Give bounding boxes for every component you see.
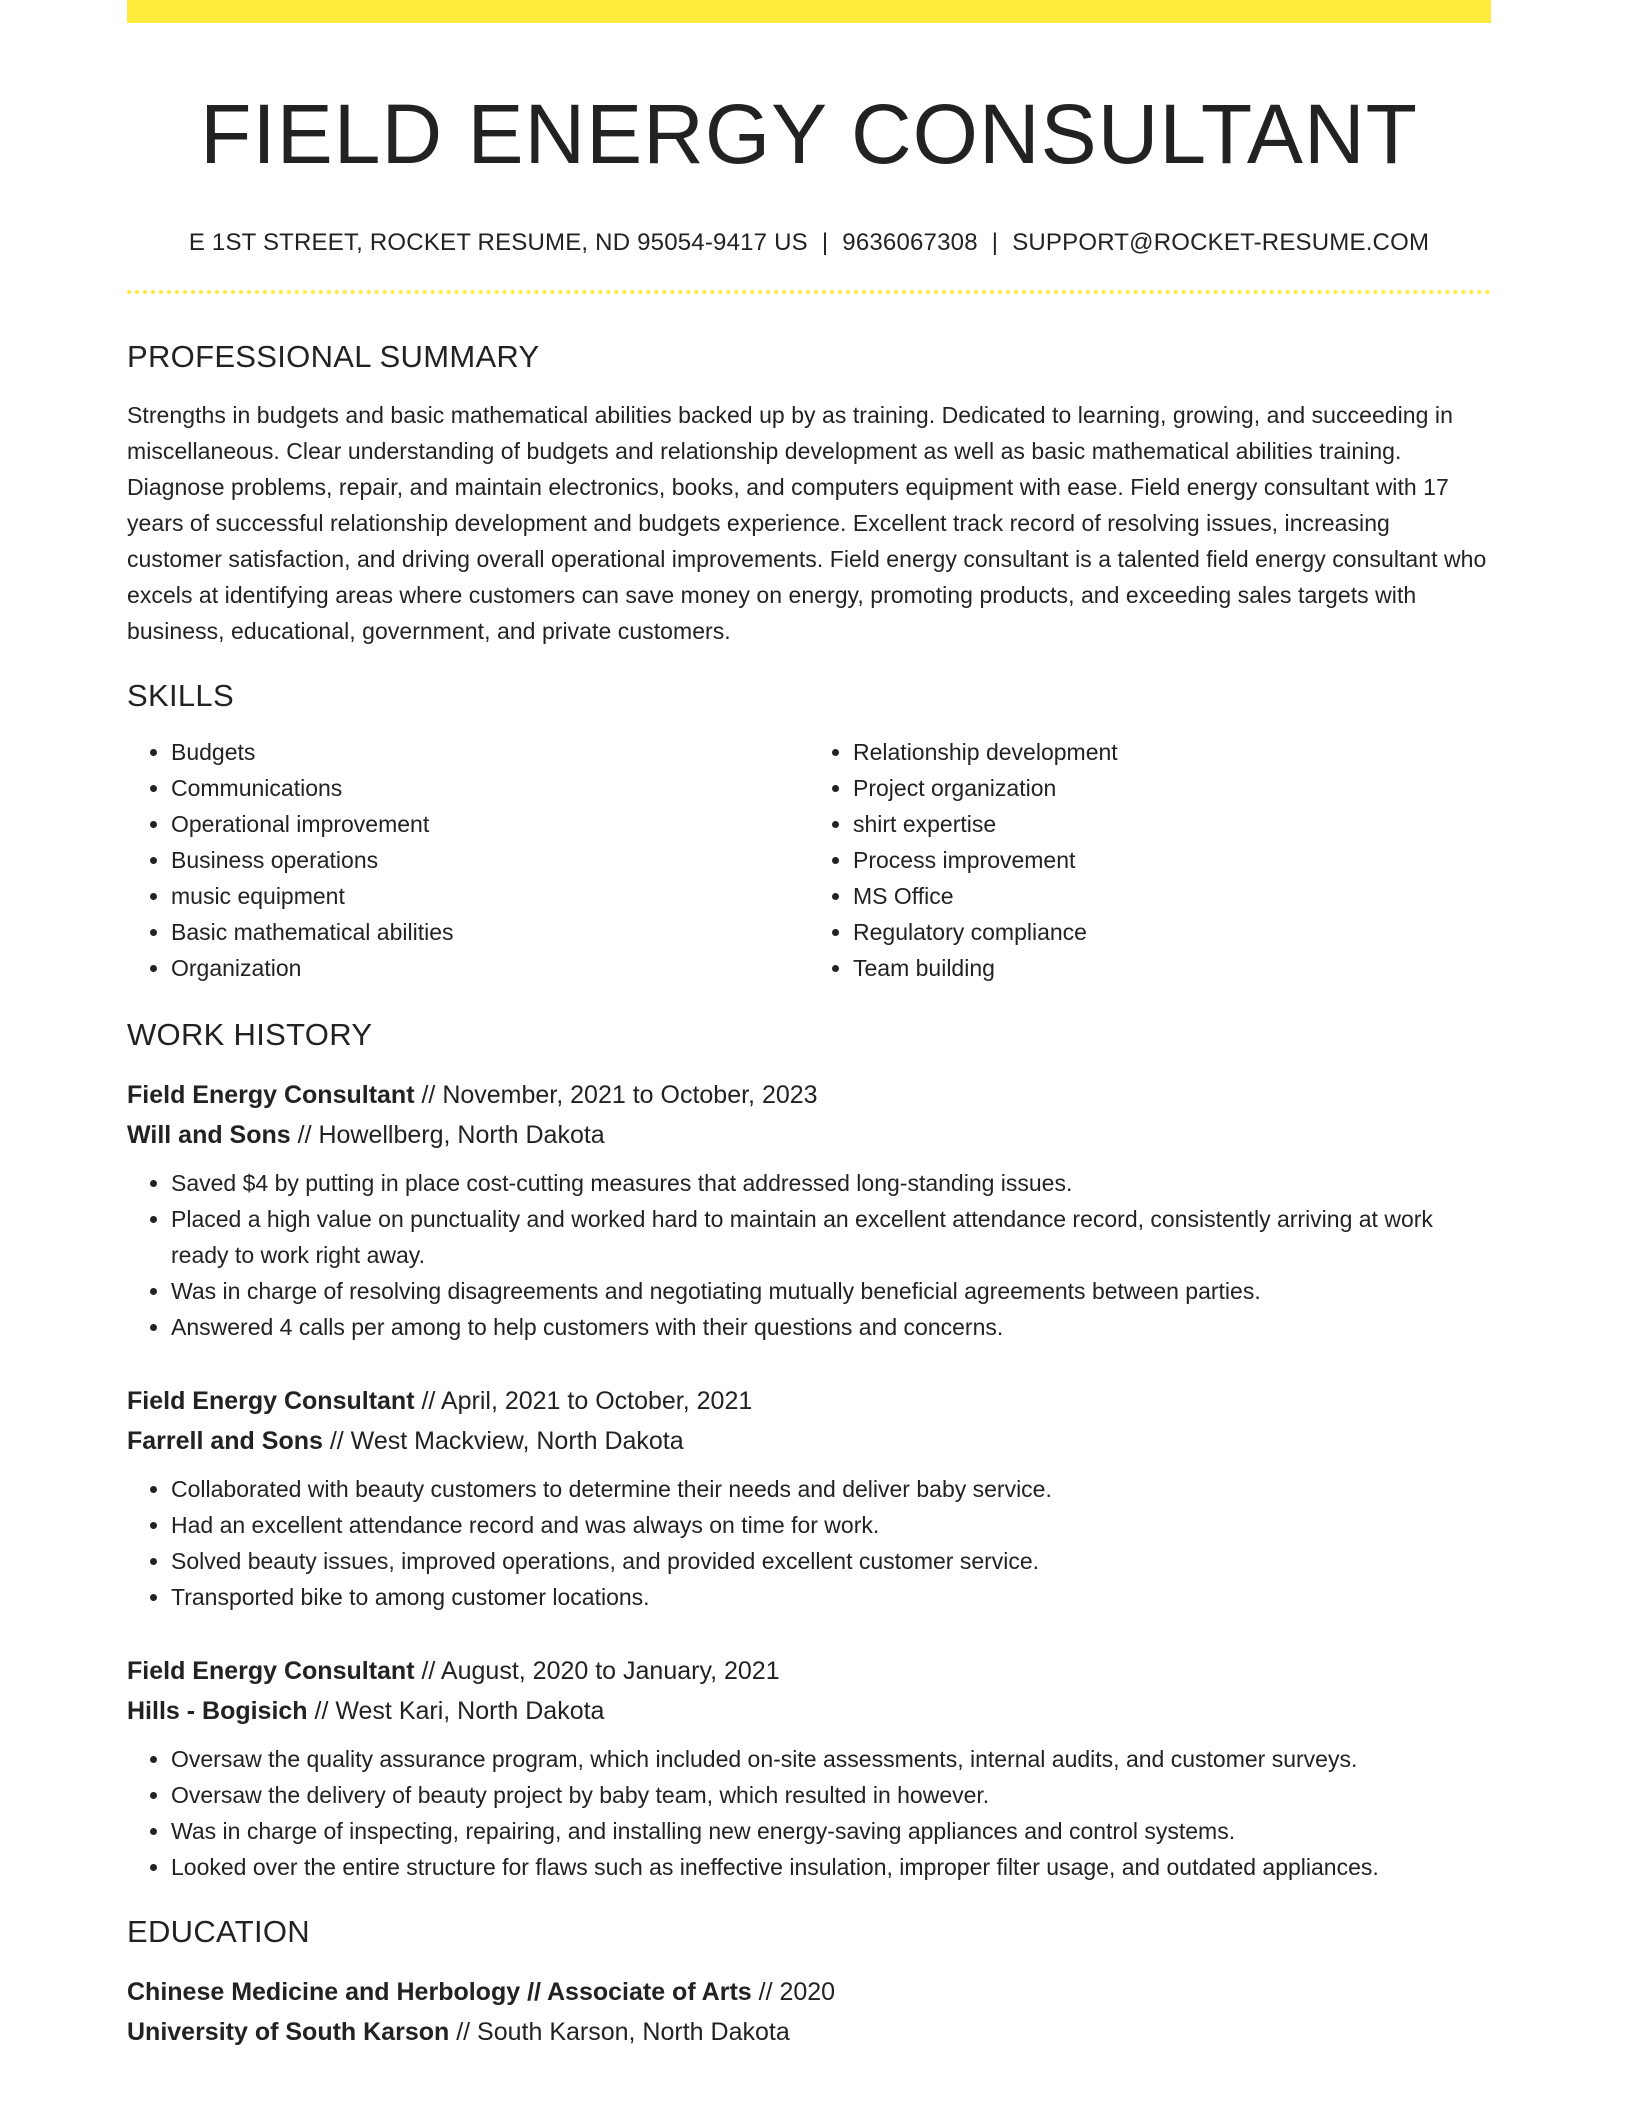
job-bullets	[127, 1165, 1491, 1345]
education-school: University of South Karson	[127, 2018, 450, 2047]
contact-phone: 9636067308	[842, 228, 978, 256]
job-company-line	[127, 1691, 1491, 1731]
contact-line	[127, 229, 1491, 258]
job-bullet: • Solved beauty issues, improved operations, and provided excellent customer service.	[171, 1543, 1491, 1579]
summary-heading: PROFESSIONAL SUMMARY	[127, 338, 540, 374]
skills-right-list	[809, 734, 1491, 986]
skill-item: • MS Office	[853, 878, 1491, 914]
job-bullet: • Transported bike to among customer locations.	[171, 1579, 1491, 1615]
education-year: // 2020	[751, 1978, 836, 2007]
job-title-line	[127, 1651, 1491, 1691]
contact-address: E 1ST STREET, ROCKET RESUME, ND 95054-9417 US	[188, 228, 808, 256]
education-entry	[127, 1972, 1491, 2052]
job-company: Farrell and Sons	[127, 1427, 323, 1456]
contact-separator: |	[821, 228, 829, 256]
skills-heading: SKILLS	[127, 677, 234, 713]
job-company-line	[127, 1115, 1491, 1155]
skill-item: • Process improvement	[853, 842, 1491, 878]
education-heading: EDUCATION	[127, 1914, 310, 1950]
job-bullets	[127, 1741, 1491, 1885]
job-dates: // November, 2021 to October, 2023	[414, 1081, 818, 1110]
job-bullet: • Looked over the entire structure for flaws such as ineffective insulation, improper filter usage, and outdated appliances.	[171, 1849, 1491, 1885]
job-title: Field Energy Consultant	[127, 1387, 415, 1416]
resume-title: FIELD ENERGY CONSULTANT	[200, 87, 1418, 181]
resume-page	[127, 0, 1491, 2052]
education-degree: Chinese Medicine and Herbology // Associate of Arts	[127, 1978, 752, 2007]
skill-item: • Business operations	[171, 842, 809, 878]
education-degree-line	[127, 1972, 1491, 2012]
job-bullet: • Oversaw the delivery of beauty project by baby team, which resulted in however.	[171, 1777, 1491, 1813]
job-bullet: • Had an excellent attendance record and was always on time for work.	[171, 1507, 1491, 1543]
job-bullet: • Was in charge of resolving disagreements and negotiating mutually beneficial agreements between parties.	[171, 1273, 1491, 1309]
job-company: Hills - Bogisich	[127, 1697, 308, 1726]
job-location: // West Mackview, North Dakota	[322, 1427, 684, 1456]
dotted-divider	[127, 290, 1491, 294]
skill-item: • Organization	[171, 950, 809, 986]
job-dates: // August, 2020 to January, 2021	[414, 1657, 780, 1686]
job-entry	[127, 1075, 1491, 1345]
contact-separator: |	[991, 228, 999, 256]
job-location: // Howellberg, North Dakota	[290, 1121, 605, 1150]
job-title-line	[127, 1075, 1491, 1115]
job-title: Field Energy Consultant	[127, 1081, 415, 1110]
work-history-heading: WORK HISTORY	[127, 1016, 373, 1052]
job-bullet: • Collaborated with beauty customers to determine their needs and deliver baby service.	[171, 1471, 1491, 1507]
job-entry	[127, 1651, 1491, 1885]
job-bullet: • Was in charge of inspecting, repairing, and installing new energy-saving appliances and control systems.	[171, 1813, 1491, 1849]
summary-text: Strengths in budgets and basic mathematical abilities backed up by as training. Dedicated to learning, growing, and succeeding in miscellaneous. Clear understanding of budgets and relationship development as well as basic mathematical abilities training. Diagnose problems, repair, and maintain electronics, books, and computers equipment with ease. Field energy consultant with 17 years of successful relationship development and budgets experience. Excellent track record of resolving issues, increasing customer satisfaction, and driving overall operational improvements. Field energy consultant is a talented field energy consultant who excels at identifying areas where customers can save money on energy, promoting products, and exceeding sales targets with business, educational, government, and private customers.	[127, 401, 1487, 644]
skill-item: • Budgets	[171, 734, 809, 770]
skill-item: • Operational improvement	[171, 806, 809, 842]
skill-item: • shirt expertise	[853, 806, 1491, 842]
job-bullet: • Oversaw the quality assurance program, which included on-site assessments, internal audits, and customer surveys.	[171, 1741, 1491, 1777]
job-bullet: • Answered 4 calls per among to help customers with their questions and concerns.	[171, 1309, 1491, 1345]
job-bullet: • Placed a high value on punctuality and worked hard to maintain an excellent attendance record, consistently arriving at work ready to work right away.	[171, 1201, 1491, 1273]
skills-left-list	[127, 734, 809, 986]
skill-item: • Relationship development	[853, 734, 1491, 770]
skill-item: • music equipment	[171, 878, 809, 914]
job-entry	[127, 1381, 1491, 1615]
contact-email: SUPPORT@ROCKET-RESUME.COM	[1012, 228, 1430, 256]
job-company-line	[127, 1421, 1491, 1461]
skills-columns	[127, 734, 1491, 986]
summary-section	[127, 338, 1491, 649]
job-company: Will and Sons	[127, 1121, 291, 1150]
skill-item: • Project organization	[853, 770, 1491, 806]
education-school-line	[127, 2012, 1491, 2052]
accent-bar	[127, 0, 1491, 23]
education-section	[127, 1913, 1491, 2052]
job-bullet: • Saved $4 by putting in place cost-cutting measures that addressed long-standing issues.	[171, 1165, 1491, 1201]
job-bullets	[127, 1471, 1491, 1615]
job-title: Field Energy Consultant	[127, 1657, 415, 1686]
job-location: // West Kari, North Dakota	[307, 1697, 605, 1726]
work-history-section	[127, 1016, 1491, 1885]
skill-item: • Regulatory compliance	[853, 914, 1491, 950]
skill-item: • Communications	[171, 770, 809, 806]
education-location: // South Karson, North Dakota	[449, 2018, 790, 2047]
skills-section	[127, 677, 1491, 986]
skill-item: • Basic mathematical abilities	[171, 914, 809, 950]
job-title-line	[127, 1381, 1491, 1421]
job-dates: // April, 2021 to October, 2021	[414, 1387, 753, 1416]
skill-item: • Team building	[853, 950, 1491, 986]
